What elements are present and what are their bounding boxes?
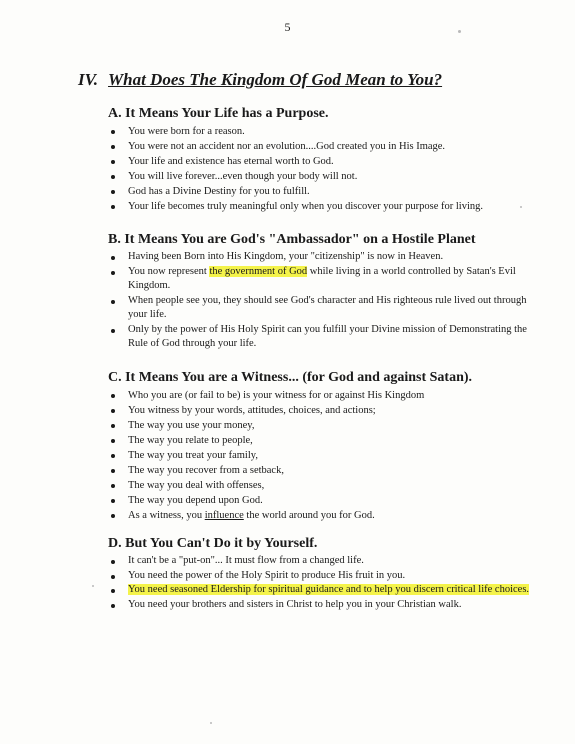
bullet-list (108, 388, 548, 523)
list-item: God has a Divine Destiny for you to fulfill. (108, 184, 548, 199)
list-item: The way you treat your family, (108, 448, 548, 463)
list-item: Having been Born into His Kingdom, your "citizenship" is now in Heaven. (108, 250, 548, 265)
list-item (108, 583, 548, 598)
list-item: The way you use your money, (108, 418, 548, 433)
main-title-number: IV. (78, 70, 99, 89)
list-item: The way you recover from a setback, (108, 463, 548, 478)
list-item: You were not an accident nor an evolution....God created you in His Image. (108, 139, 548, 154)
section-heading: B. It Means You are God's "Ambassador" on a Hostile Planet (108, 232, 476, 247)
scan-speck (458, 30, 461, 33)
list-item-text: the world around you for God. (243, 510, 375, 521)
bullet-list (108, 554, 548, 612)
main-title-text: What Does The Kingdom Of God Mean to You? (108, 70, 443, 89)
list-item: It can't be a "put-on"... It must flow from a changed life. (108, 554, 548, 569)
list-item-text: while living in a world controlled by Satan's Evil Kingdom. (128, 265, 516, 291)
bullet-list (108, 124, 548, 214)
list-item: When people see you, they should see God's character and His righteous rule lived out through your life. (108, 294, 548, 323)
section-not-alone (108, 536, 548, 612)
list-item: Your life becomes truly meaningful only when you discover your purpose for living. (108, 199, 548, 214)
list-item: You were born for a reason. (108, 124, 548, 139)
list-item (108, 508, 548, 523)
section-purpose (108, 106, 548, 214)
list-item: The way you depend upon God. (108, 493, 548, 508)
list-item: You witness by your words, attitudes, choices, and actions; (108, 403, 548, 418)
list-item-text: As a witness, you (128, 510, 205, 521)
list-item: Who you are (or fail to be) is your witness for or against His Kingdom (108, 388, 548, 403)
section-heading: C. It Means You are a Witness... (for God and against Satan). (108, 370, 473, 385)
list-item: Only by the power of His Holy Spirit can you fulfill your Divine mission of Demonstrating the Rule of God through your life. (108, 323, 548, 352)
section-heading: A. It Means Your Life has a Purpose. (108, 106, 329, 121)
list-item: You will live forever...even though your body will not. (108, 169, 548, 184)
list-item: The way you relate to people, (108, 433, 548, 448)
section-heading: D. But You Can't Do it by Yourself. (108, 536, 318, 551)
scan-speck (520, 206, 522, 208)
section-witness (108, 370, 548, 523)
underlined-text: influence (204, 510, 244, 521)
highlighted-text: You need seasoned Eldership for spiritual guidance and to help you discern critical life choices. (128, 584, 530, 595)
scan-speck (210, 722, 212, 724)
main-title (78, 70, 442, 90)
list-item: Your life and existence has eternal worth to God. (108, 154, 548, 169)
list-item-text: You now represent (128, 265, 210, 277)
list-item: The way you deal with offenses, (108, 478, 548, 493)
bullet-list (108, 250, 548, 352)
list-item (108, 265, 548, 294)
scan-speck (92, 585, 94, 587)
section-ambassador (108, 232, 548, 352)
page-number: 5 (284, 20, 291, 34)
highlighted-text: the government of God (209, 265, 308, 277)
list-item: You need the power of the Holy Spirit to produce His fruit in you. (108, 569, 548, 584)
list-item: You need your brothers and sisters in Christ to help you in your Christian walk. (108, 598, 548, 613)
